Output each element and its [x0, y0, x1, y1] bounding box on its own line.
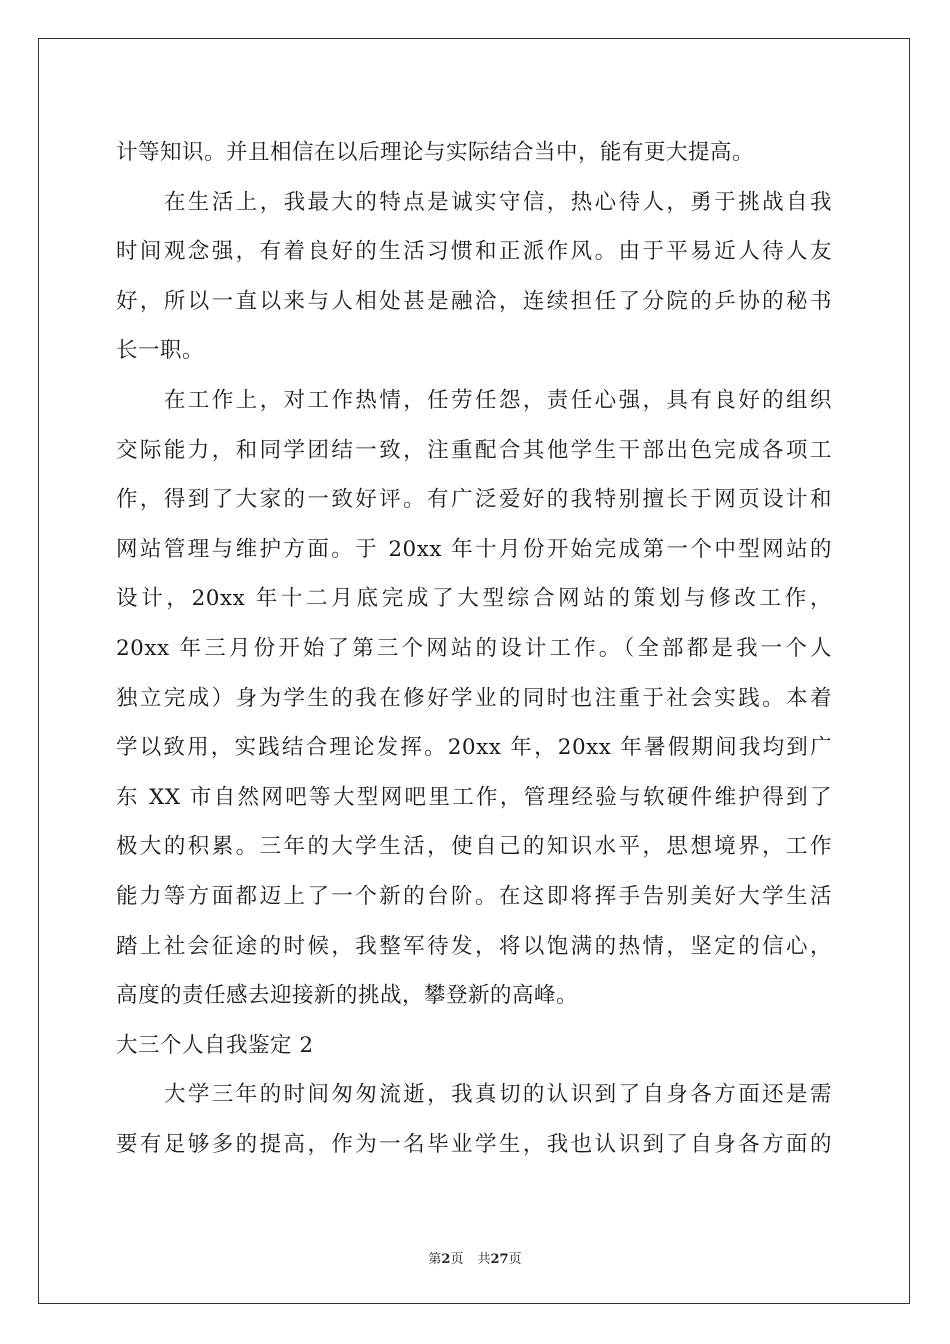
paragraph-start-line: 大学三年的时间匆匆流逝，我真切的认识到了自身各方面还是需 — [164, 1082, 832, 1108]
text-line: 时间观念强，有着良好的生活习惯和正派作风。由于平易近人待人友 — [116, 239, 832, 265]
text-line: 好，所以一直以来与人相处甚是融洽，连续担任了分院的乒协的秘书 — [116, 288, 832, 314]
section-heading: 大三个人自我鉴定 2 — [116, 1032, 314, 1058]
document-body — [116, 128, 832, 1169]
text-line: 作，得到了大家的一致好评。有广泛爱好的我特别擅长于网页设计和 — [116, 487, 832, 513]
text-line: 学以致用，实践结合理论发挥。20xx 年，20xx 年暑假期间我均到广 — [116, 735, 832, 761]
footer-total-prefix: 共 — [477, 1252, 491, 1267]
text-line: 高度的责任感去迎接新的挑战，攀登新的高峰。 — [116, 983, 579, 1009]
footer-page-unit: 页 — [450, 1252, 464, 1267]
text-line: 能力等方面都迈上了一个新的台阶。在这即将挥手告别美好大学生活 — [116, 883, 832, 909]
text-line: 网站管理与维护方面。于 20xx 年十月份开始完成第一个中型网站的 — [116, 536, 832, 562]
text-line: 设计，20xx 年十二月底完成了大型综合网站的策划与修改工作， — [116, 586, 832, 612]
text-line: 20xx 年三月份开始了第三个网站的设计工作。（全部都是我一个人 — [116, 635, 832, 661]
text-line: 极大的积累。三年的大学生活，使自己的知识水平，思想境界，工作 — [116, 834, 832, 860]
text-line: 长一职。 — [116, 338, 205, 364]
paragraph-start-line: 在工作上，对工作热情，任劳任怨，责任心强，具有良好的组织 — [164, 387, 832, 413]
current-page-number: 2 — [441, 1252, 451, 1267]
text-line: 计等知识。并且相信在以后理论与实际结合当中，能有更大提高。 — [116, 140, 755, 165]
page-footer — [0, 1248, 950, 1267]
text-line: 踏上社会征途的时候，我整军待发，将以饱满的热情，坚定的信心， — [116, 933, 832, 959]
text-line: 独立完成）身为学生的我在修好学业的同时也注重于社会实践。本着 — [116, 685, 832, 711]
text-line: 要有足够多的提高，作为一名毕业学生，我也认识到了自身各方面的 — [116, 1131, 832, 1157]
footer-prefix: 第 — [428, 1252, 442, 1267]
total-page-count: 27 — [490, 1252, 509, 1267]
text-line: 交际能力，和同学团结一致，注重配合其他学生干部出色完成各项工 — [116, 437, 832, 463]
footer-total-unit: 页 — [508, 1252, 522, 1267]
paragraph-start-line: 在生活上，我最大的特点是诚实守信，热心待人，勇于挑战自我 — [164, 189, 832, 215]
text-line: 东 XX 市自然网吧等大型网吧里工作，管理经验与软硬件维护得到了 — [116, 784, 832, 810]
